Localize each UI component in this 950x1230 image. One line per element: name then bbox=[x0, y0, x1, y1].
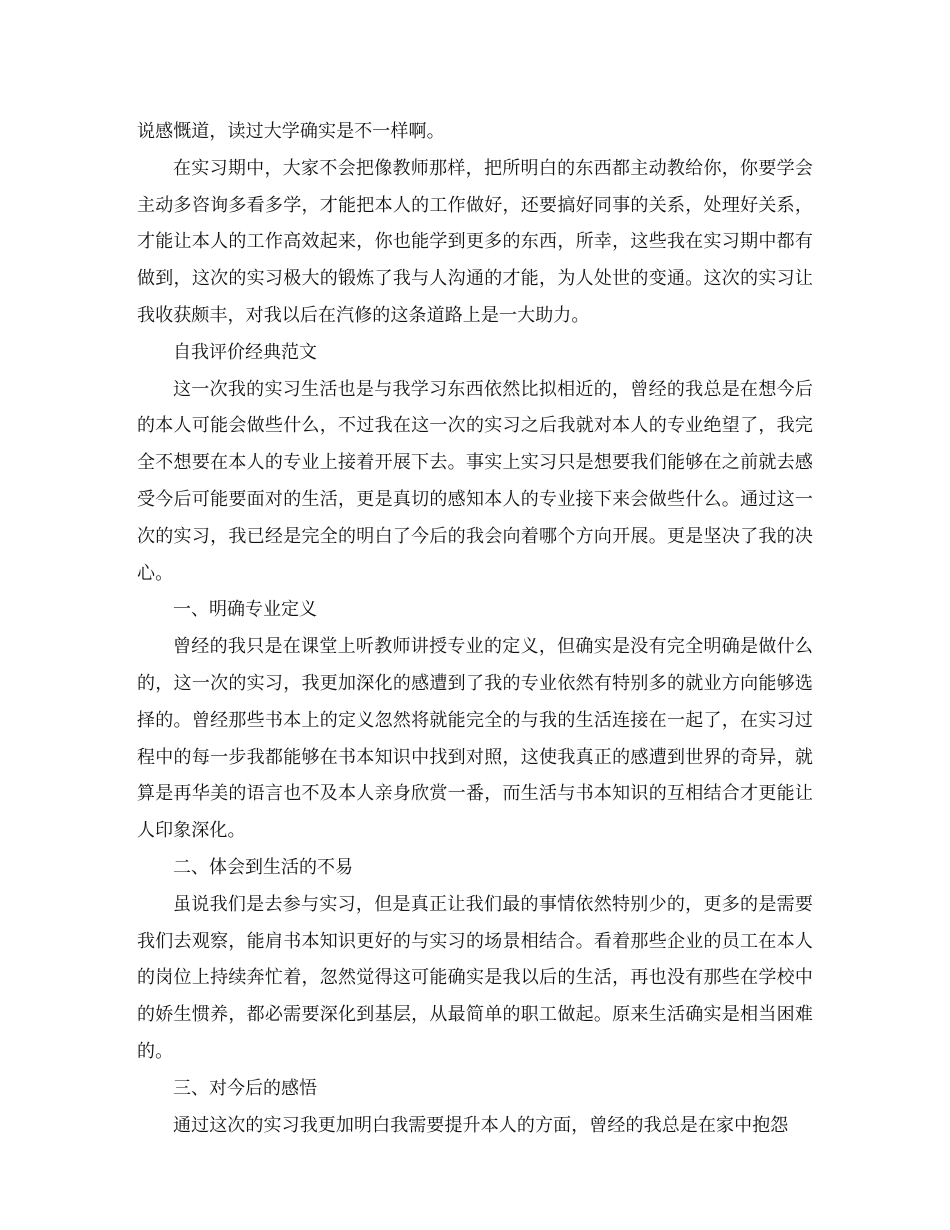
paragraph-internship-life: 这一次我的实习生活也是与我学习东西依然比拟相近的，曾经的我总是在想今后的本人可能会做些什么，不过我在这一次的实习之后我就对本人的专业绝望了，我完全不想要在本人的专业上接着开展下去。事实上实习只是想要我们能够在之前就去感受今后可能要面对的生活，更是真切的感知本人的专业接下来会做些什么。通过这一次的实习，我已经是完全的明白了今后的我会向着哪个方向开展。更是坚决了我的决心。 bbox=[137, 378, 813, 584]
paragraph-hardship-of-life: 虽说我们是去参与实习，但是真正让我们最的事情依然特别少的，更多的是需要我们去观察，能肩书本知识更好的与实习的场景相结合。看着那些企业的员工在本人的岗位上持续奔忙着，忽然觉得这可能确实是我以后的生活，再也没有那些在学校中的娇生惯养，都必需要深化到基层，从最简单的职工做起。原来生活确实是相当困难的。 bbox=[137, 893, 813, 1062]
paragraph-future-reflection: 通过这次的实习我更加明白我需要提升本人的方面，曾经的我总是在家中抱怨 bbox=[173, 1114, 789, 1136]
document-body bbox=[137, 114, 813, 1144]
section-title-self-evaluation: 自我评价经典范文 bbox=[173, 341, 317, 363]
paragraph-internship-learning: 在实习期中，大家不会把像教师那样，把所明白的东西都主动教给你，你要学会主动多咨询多看多学，才能把本人的工作做好，还要搞好同事的关系，处理好关系，才能让本人的工作高效起来，你也能学到更多的东西，所幸，这些我在实习期中都有做到，这次的实习极大的锻炼了我与人沟通的才能，为人处世的变通。这次的实习让我收获颇丰，对我以后在汽修的这条道路上是一大助力。 bbox=[137, 157, 813, 326]
heading-future-reflection: 三、对今后的感悟 bbox=[173, 1077, 317, 1099]
heading-define-major: 一、明确专业定义 bbox=[173, 599, 317, 621]
paragraph-continued: 说感慨道，读过大学确实是不一样啊。 bbox=[137, 121, 445, 142]
paragraph-define-major: 曾经的我只是在课堂上听教师讲授专业的定义，但确实是没有完全明确是做什么的，这一次的实习，我更加深化的感遭到了我的专业依然有特别多的就业方向能够选择的。曾经那些书本上的定义忽然将就能完全的与我的生活连接在一起了，在实习过程中的每一步我都能够在书本知识中找到对照，这使我真正的感遭到世界的奇异，就算是再华美的语言也不及本人亲身欣赏一番，而生活与书本知识的互相结合才更能让人印象深化。 bbox=[137, 636, 813, 842]
heading-hardship-of-life: 二、体会到生活的不易 bbox=[173, 856, 353, 878]
